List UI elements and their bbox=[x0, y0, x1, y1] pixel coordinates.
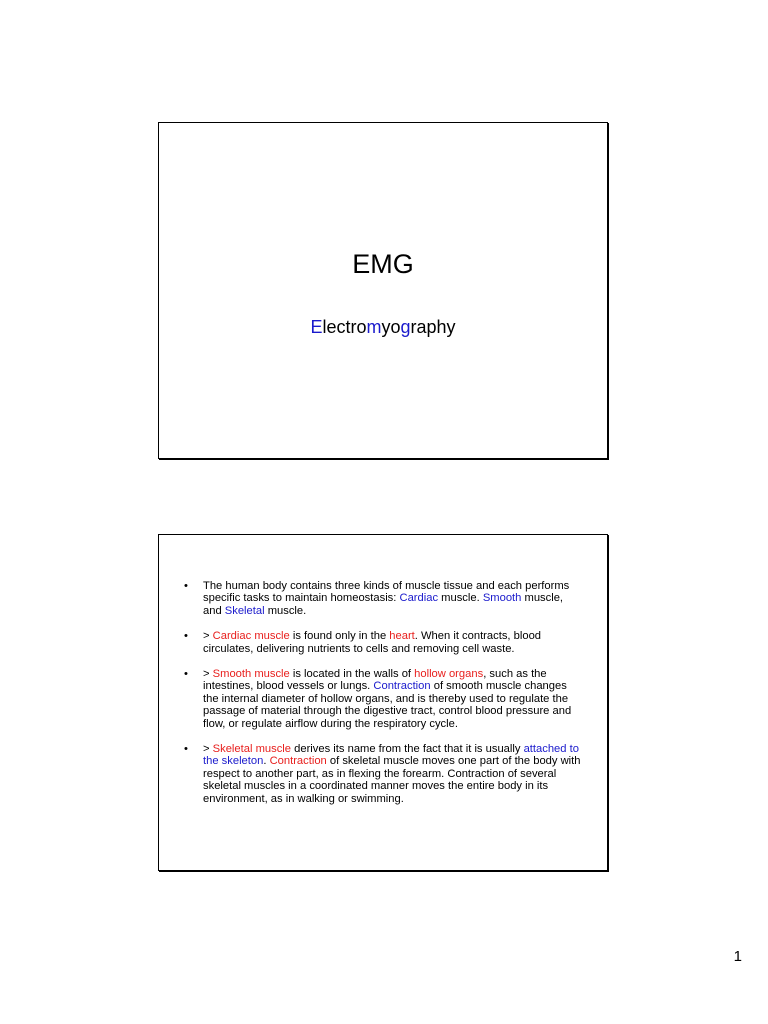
bullet-item bbox=[184, 668, 584, 730]
bullet-item bbox=[184, 630, 584, 655]
bullet-text-segment: muscle, and bbox=[203, 592, 564, 617]
bullet-text-segment: Smooth muscle bbox=[212, 668, 290, 681]
subtitle-letter-e: E bbox=[310, 317, 323, 337]
subtitle-part-raphy: raphy bbox=[410, 317, 456, 337]
bullet-dot: • bbox=[184, 630, 188, 643]
slide-title: EMG bbox=[352, 249, 414, 279]
bullet-dot: • bbox=[184, 668, 188, 681]
bullet-text-segment: of smooth muscle changes the internal diameter of hollow organs, and is thereby used to regulate the passage of material through the digestive tract, control blood pressure and flow, or regulate airflow during the respiratory cycle. bbox=[203, 680, 572, 730]
bullet-text-segment: Smooth bbox=[482, 592, 522, 605]
bullet-text-segment: Contraction bbox=[269, 755, 327, 768]
bullet-item bbox=[184, 743, 584, 805]
subtitle-part-yo: yo bbox=[381, 317, 401, 337]
bullet-text-segment: > bbox=[203, 743, 213, 756]
bullet-text-segment: Skeletal muscle bbox=[212, 743, 292, 756]
bullet-text-segment: of skeletal muscle moves one part of the body with respect to another part, as in flexing the forearm. Contraction of several skeletal muscles in a coordinated manner moves the entire body in its environment, as in walking or swimming. bbox=[203, 755, 581, 805]
slide-subtitle bbox=[158, 316, 608, 338]
bullet-text-segment: hollow organs bbox=[414, 668, 484, 681]
bullet-text-segment: . When it contracts, blood circulates, delivering nutrients to cells and removing cell waste. bbox=[203, 630, 542, 655]
bullet-text-segment: is located in the walls of bbox=[289, 668, 415, 681]
bullet-text-segment: Contraction bbox=[373, 680, 431, 693]
bullet-text-segment: The human body contains three kinds of muscle tissue and each performs specific tasks to maintain homeostasis: bbox=[203, 580, 570, 605]
bullet-text-segment: > bbox=[203, 630, 213, 643]
bullet-dot: • bbox=[184, 580, 188, 592]
bullet-text-segment: , such as the intestines, blood vessels or lungs. bbox=[203, 668, 547, 693]
bullet-text-segment: muscle. bbox=[438, 592, 483, 605]
bullet-text-segment: muscle. bbox=[264, 604, 307, 617]
bullet-list bbox=[184, 580, 584, 818]
bullet-text-segment: > bbox=[203, 668, 213, 681]
subtitle-letter-m: m bbox=[366, 317, 382, 337]
bullet-text-segment: Cardiac muscle bbox=[212, 630, 290, 643]
bullet-text-segment: attached to the skeleton bbox=[203, 743, 579, 768]
bullet-text-segment: . bbox=[263, 755, 270, 768]
bullet-dot: • bbox=[184, 743, 188, 756]
subtitle-letter-g: g bbox=[400, 317, 411, 337]
bullet-text-segment: is found only in the bbox=[289, 630, 390, 643]
page-number: 1 bbox=[733, 948, 742, 965]
bullet-text-segment: Cardiac bbox=[399, 592, 439, 605]
bullet-text-segment: derives its name from the fact that it is usually bbox=[291, 743, 524, 756]
slide-1-frame bbox=[158, 122, 608, 459]
bullet-text-segment: Skeletal bbox=[224, 604, 265, 617]
bullet-item bbox=[184, 580, 584, 617]
bullet-text-segment: heart bbox=[389, 630, 415, 643]
subtitle-part-lectro: lectro bbox=[322, 317, 367, 337]
